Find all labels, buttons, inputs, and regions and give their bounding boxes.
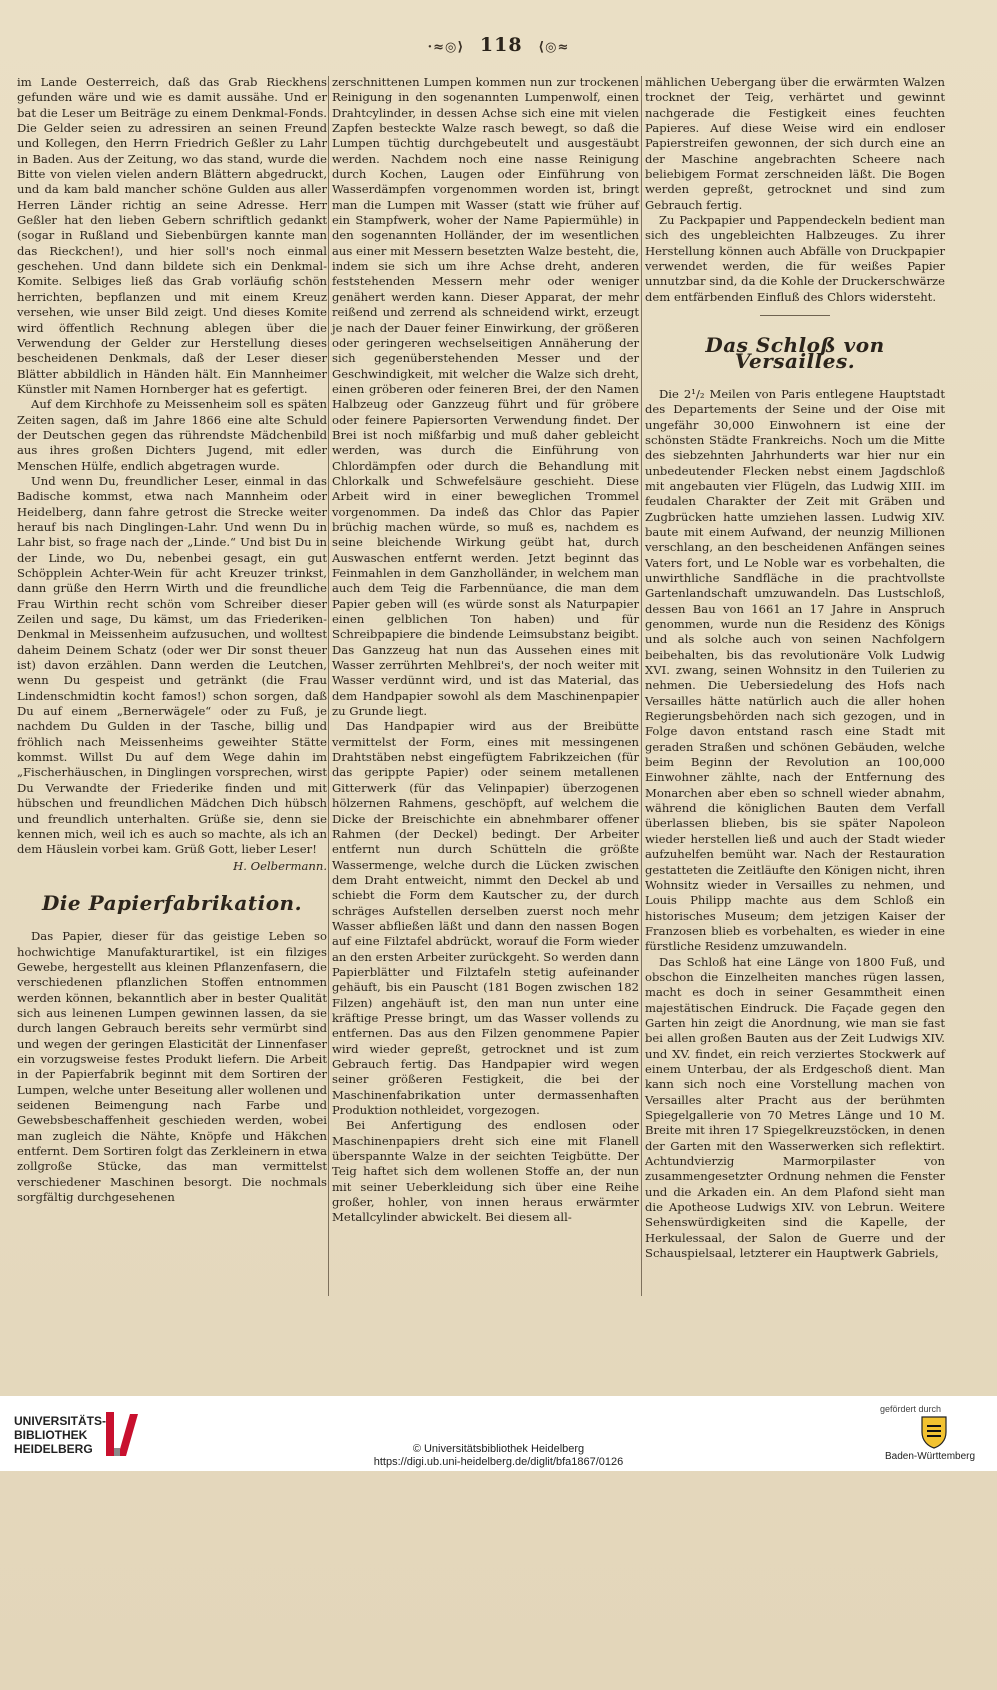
column-2 xyxy=(332,75,639,1226)
sponsor-name: Baden-Württemberg xyxy=(885,1451,976,1462)
copyright-block xyxy=(0,1443,997,1469)
library-name-line-3: HEIDELBERG xyxy=(14,1442,93,1456)
article-paragraph: Zu Packpapier und Pappendeckeln bedient man sich des ungebleichten Halbzeuges. Zu ihrer Herstellung können auch Abfälle von Druckpapier verwendet werden, die für weißes Papier unnutzbar sind, da die Kohle der Druckerschwärze dem entfärbenden Einfluß des Chlors widersteht. xyxy=(645,213,945,304)
page-header xyxy=(0,34,997,62)
article-paragraph: Bei Anfertigung des endlosen oder Maschinenpapiers dreht sich eine mit Flanell überspannte Walze in der seichten Teigbütte. Der Teig haftet sich dem wollenen Stoffe an, der nun mit seiner Ueberkleidung sich über eine Reihe großer, hohler, von innen heraus erwärmter Metallcylinder abwickelt. Bei diesem all- xyxy=(332,1118,639,1225)
section-divider xyxy=(760,315,830,316)
article-paragraph: Die 2¹/₂ Meilen von Paris entlegene Hauptstadt des Departements der Seine und der Oise mit ungefähr 30,000 Einwohnern ist eine der schönsten Städte Frankreichs. Noch um die Mitte des siebzehnten Jahrhunderts war hier nur ein unbedeutender Flecken nebst einem Jagdschloß mit angebauten vier Flügeln, das Ludwig XIII. im feudalen Charakter der Zeit mit Gräben und Zugbrücken hatte umziehen lassen. Ludwig XIV. baute mit einem Aufwand, der neunzig Millionen verschlang, an den bescheidenen Anfängen seines Vaters fort, und Le Noble war es vorbehalten, die unwirthliche Sandfläche in die prachtvollste Gartenlandschaft umzuwandeln. Das Lustschloß, dessen Bau von 1661 an 17 Jahre in Anspruch genommen, wurde nun die Residenz des Königs und als solche auch von seinen Nachfolgern beibehalten, bis das revolutionäre Volk Ludwig XVI. zwang, seinen Wohnsitz in den Tuilerien zu nehmen. Die Uebersiedelung des Hofs nach Versailles hätte natürlich auch die aller hohen Regierungsbehörden nach sich gezogen, und in Folge davon entstand rasch eine Stadt mit geraden Straßen und schönen Gebäuden, welche beim Beginn der Revolution an 100,000 Einwohner zählte, nach der Entfernung des Monarchen aber eben so schnell wieder abnahm, während die königlichen Bauten dem Verfall überlassen blieben, bis sie später Napoleon wieder herstellen ließ und auch der Stadt wieder aufzuhelfen bemüht war. Nach der Restauration gestatteten die Zeitläufte den Königen nicht, ihren Wohnsitz wieder in Versailles zu nehmen, und Louis Philipp machte aus dem Schloß ein historisches Museum; dem jetzigen Kaiser der Franzosen blieb es vorbehalten, es wieder in eine fürstliche Residenz umzuwandeln. xyxy=(645,386,945,954)
source-url[interactable]: https://digi.ub.uni-heidelberg.de/diglit/bfa1867/0126 xyxy=(373,1456,624,1468)
article-paragraph: Das Schloß hat eine Länge von 1800 Fuß, und obschon die Einzelheiten manches rügen lassen, macht es doch in seiner Gesammtheit einen majestätischen Eindruck. Die Façade gegen den Garten hin zeigt die Anordnung, wie man sie fast bei allen großen Bauten aus der Zeit Ludwigs XIV. und XV. findet, ein reich verziertes Stockwerk auf einem Unterbau, der als Erdgeschoß dient. Man kann sich noch eine Vorstellung machen von Versailles alter Pracht aus der berühmten Spiegelgallerie von 70 Metres Länge und 10 M. Breite mit ihren 17 Spiegelkreuzstöcken, in denen der Garten mit den Wasserwerken sich reflektirt. Achtundvierzig Marmorpilaster von zusammengesetzter Ordnung nehmen die Fenster und die Arkaden ein. An dem Plafond sieht man die Apotheose Ludwigs XIV. von Lebrun. Weitere Sehenswürdigkeiten sind die Kapelle, der Herkulessaal, der Salon de Guerre und der Schauspielsaal, letzterer ein Hauptwerk Gabriels, xyxy=(645,954,945,1261)
column-divider-2 xyxy=(641,76,642,1296)
article-paragraph: Und wenn Du, freundlicher Leser, einmal in das Badische kommst, etwa nach Mannheim oder Heidelberg, dann fahre getrost die Strecke weiter herauf bis nach Dinglingen-Lahr. Und wenn Du in Lahr bist, so frage nach der „Linde.“ Und bist Du in der Linde, wo Du, nebenbei gesagt, ein gut Schöpplein Achter-Wein für acht Kreuzer trinkst, dann grüße den Herrn Wirth und die freundliche Frau Wirthin recht schön vom Schreiber dieser Zeilen und sage, Du kämst, um das Friederiken-Denkmal in Meissenheim aufzusuchen, und wolltest daheim Deinem Schatz (oder wer Dir sonst theuer ist) davon erzählen. Dann werden die Leutchen, wenn Du gespeist und getränkt (die Frau Lindenschmidtin kocht famos!) schon sorgen, daß Du auf einem „Bernerwägele“ oder zu Fuß, je nachdem Du Gulden in der Tasche, billig und fröhlich nach Meissenheims geweihter Stätte kommst. Willst Du auf dem Wege dahin im „Fischerhäuschen, in Dinglingen vorsprechen, wirst Du Verwandte der Friederike finden und mit hübschen und freundlichen Mädchen Dich hübsch und freundlich unterhalten. Grüße sie, denn sie kennen mich, weil ich es auch so machte, als ich an dem Häuslein vorbei kam. Grüß Gott, lieber Leser! xyxy=(17,473,327,857)
library-name-line-1: UNIVERSITÄTS- xyxy=(14,1414,107,1428)
library-name-line-2: BIBLIOTHEK xyxy=(14,1428,88,1442)
sponsor-label: gefördert durch xyxy=(880,1404,942,1414)
column-3 xyxy=(645,75,945,1261)
page-number: 118 xyxy=(479,34,523,56)
article-paragraph: Das Papier, dieser für das geistige Leben so hochwichtige Manufakturartikel, ist ein filziges Gewebe, hergestellt aus kleinen Pflanzenfasern, die verschiedenen pflanzlichen Stoffen entnommen werden können, bekanntlich aber in bester Qualität sich aus leinenen Lumpen gewinnen lassen, da sie durch langen Gebrauch bereits sehr vermürbt sind und wegen der geringen Elasticität der Linnenfaser ein vorzugsweise festes Produkt liefern. Die Arbeit in der Papierfabrik beginnt mit dem Sortiren der Lumpen, welche unter Beseitung aller wollenen und seidenen Beimengung nach Farbe und Gewebsbeschaffenheit geschieden werden, wobei man zugleich die Nähte, Knöpfe und Häkchen entfernt. Dem Sortiren folgt das Zerkleinern in etwa zollgroße Stücke, das man vermittelst verschiedener Maschinen besorgt. Die nochmals sorgfältig durchgesehenen xyxy=(17,929,327,1205)
article-paragraph: mählichen Uebergang über die erwärmten Walzen trocknet der Teig, verhärtet und gewinnt nachgerade die Festigkeit eines feuchten Papieres. Auf diese Weise wird ein endloser Papierstreifen gewonnen, der sich durch eine an der Maschine angebrachten Scheere nach beliebigem Format zerschneiden läßt. Die Bogen werden gepreßt, getrocknet und sind zum Gebrauch fertig. xyxy=(645,75,945,212)
column-1 xyxy=(17,75,327,1205)
footer-bar xyxy=(0,1396,997,1471)
article-heading-papierfabrikation: Die Papierfabrikation. xyxy=(41,890,303,915)
article-paragraph: Das Handpapier wird aus der Breibütte vermittelst der Form, eines mit messingenen Drahtstäben nebst eingefügtem Fabrikzeichen (für das gerippte Papier) oder seinem metallenen Gitterwerk (für das Velinpapier) überzogenen hölzernen Rahmens, geschöpft, auf welchem die Dicke der Breischichte ein abnehmbarer offener Rahmen (der Deckel) bedingt. Der Arbeiter entfernt nun durch Schütteln die größte Wassermenge, welche durch die Lücken zwischen dem Draht entweicht, nimmt den Deckel ab und schiebt die Form dem Kautscher zu, der durch schräges Aufstellen derselben zuerst noch mehr Wasser abfließen läßt und dann den nassen Bogen auf eine Filztafel abdrückt, worauf die Form wieder an den ersten Arbeiter zurückgeht. So werden dann Papierblätter und Filztafeln stetig aufeinander gehäuft, bis ein Pauscht (181 Bogen zwischen 182 Filzen) angehäuft ist, den man nun unter eine kräftige Presse bringt, um das Wasser vollends zu entfernen. Das aus den Filzen genommene Papier wird wieder gepreßt, getrocknet und ist zum Gebrauch fertig. Das Handpapier wird wegen seiner größeren Festigkeit, die bei der Maschinenfabrikation unter dermassenhaften Produktion nothleidet, vorgezogen. xyxy=(332,719,639,1118)
article-heading-versailles: Das Schloß von Versailles. xyxy=(705,333,885,373)
state-crest-icon xyxy=(918,1414,950,1450)
author-signature: H. Oelbermann. xyxy=(233,858,327,873)
article-paragraph: zerschnittenen Lumpen kommen nun zur trockenen Reinigung in den sogenannten Lumpenwolf, einen Drahtcylinder, in dessen Achse sich eine mit vielen Zapfen besteckte Walze rasch bewegt, so daß die Lumpen tüchtig durchgebeutelt und ausgestäubt werden. Nachdem noch eine nasse Reinigung durch Kochen, Laugen oder Einführung von Wasserdämpfen vorgenommen worden ist, bringt man die Lumpen mit Wasser (statt wie früher auf ein Stampfwerk, woher der Name Papiermühle) in den sogenannten Holländer, der im wesentlichen aus einer mit Messern besetzten Walze besteht, die, indem sie sich um ihre Achse dreht, anderen feststehenden Messern mehr oder weniger genähert werden kann. Dieser Apparat, der mehr reißend und zerrend als schneidend wirkt, erzeugt je nach der Dauer feiner Einwirkung, der größeren oder geringeren wechselseitigen Annäherung der sich gegenüberstehenden Messer und der Geschwindigkeit, mit welcher die Walze sich dreht, einen gröberen oder feineren Brei, der den Namen Halbzeug oder Ganzzeug führt und für gröbere oder feinere Papiersorten Verwendung findet. Der Brei ist noch mißfarbig und muß daher gebleicht werden, was durch die Einführung von Chlordämpfen oder durch die Behandlung mit Chlorkalk und Schwefelsäure geschieht. Diese Arbeit wird in einer beweglichen Trommel vorgenommen. Da indeß das Chlor das Papier brüchig machen würde, so muß es, nachdem es seine bleichende Wirkung geübt hat, durch Auswaschen entfernt werden. Jetzt beginnt das Feinmahlen in dem Ganzholländer, in welchem man auch dem Teig die Farbennüance, die man dem Papier geben will (es würde sonst als Naturpapier einen gelblichen Ton haben) und für Schreibpapiere die bindende Leimsubstanz beigibt. Das Ganzzeug hat nun das Aussehen eines mit Wasser zerrührten Mehlbrei's, der noch weiter mit Wasser verdünnt wird, und ist das Material, das dem Handpapier sowohl als dem Maschinenpapier zu Grunde liegt. xyxy=(332,75,640,719)
article-paragraph: im Lande Oesterreich, daß das Grab Rieckhens gefunden wäre und wie es damit aussähe. Und er bat die Leser um Beiträge zu einem Denkmal-Fonds. Die Gelder seien zu adressiren an seinen Freund und Kollegen, den Herrn Friedrich Geßler zu Lahr in Baden. Aus der Zeitung, wo das stand, wurde die Bitte von vielen vielen andern Blättern abgedruckt, und da kam bald mancher schöne Gulden aus aller Herren Länder richtig an seine Adresse. Herr Geßler hat den lieben Gebern schriftlich gedankt (sogar in Rußland und Siebenbürgen kannte man das Rieckchen!), und hier soll's noch einmal geschehen. Und dann bildete sich ein Denkmal-Komite. Selbiges ließ das Grab vorläufig schön herrichten, bepflanzen und mit einem Kreuz versehen, wie unser Bild zeigt. Und dieses Komite wird öffentlich Rechnung ablegen über die Verwendung der Gelder zur Herstellung dieses bescheidenen Denkmals, daß der Leser dieser Blätter abbildlich in Händen hält. Ein Mannheimer Künstler mit Namen Hornberger hat es gefertigt. xyxy=(17,75,327,396)
left-ornament: ·≈◎⟩ xyxy=(427,40,465,55)
right-ornament: ⟨◎≈ xyxy=(538,40,570,55)
column-divider-1 xyxy=(328,76,329,1296)
copyright-text: © Universitätsbibliothek Heidelberg xyxy=(412,1443,585,1455)
article-paragraph: Auf dem Kirchhofe zu Meissenheim soll es späten Zeiten sagen, daß im Jahre 1866 eine alte Schuld der Deutschen gegen das rührendste Mädchenbild aus ihres großen Dichters Jugend, mit edler Menschen Hülfe, endlich abgetragen wurde. xyxy=(17,397,327,473)
